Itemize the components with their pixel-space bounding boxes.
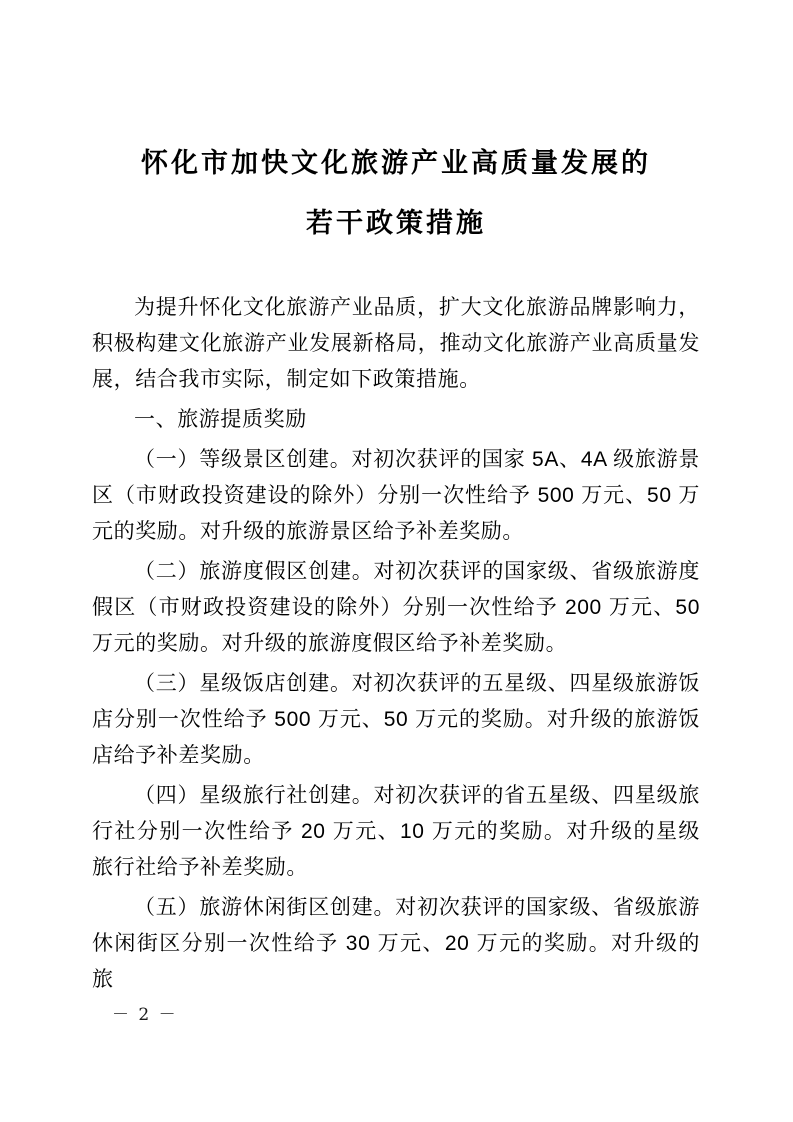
document-title-line-1: 怀化市加快文化旅游产业高质量发展的: [141, 148, 651, 178]
policy-item-5: （五）旅游休闲街区创建。对初次获评的国家级、省级旅游休闲街区分别一次性给予 30 万元、20 万元的奖励。对升级的旅: [92, 896, 700, 991]
policy-item-2: （二）旅游度假区创建。对初次获评的国家级、省级旅游度假区（市财政投资建设的除外）分别一次性给予 200 万元、50 万元的奖励。对升级的旅游度假区给予补差奖励。: [92, 560, 700, 655]
document-title: [92, 133, 700, 253]
document-body: [92, 290, 700, 998]
document-content: [92, 0, 700, 1002]
policy-item-1: （一）等级景区创建。对初次获评的国家 5A、4A 级旅游景区（市财政投资建设的除外）分别一次性给予 500 万元、50 万元的奖励。对升级的旅游景区给予补差奖励。: [92, 448, 700, 543]
page-number: － 2 －: [112, 1005, 178, 1025]
intro-paragraph: 为提升怀化文化旅游产业品质，扩大文化旅游品牌影响力，积极构建文化旅游产业发展新格局，推动文化旅游产业高质量发展，结合我市实际，制定如下政策措施。: [92, 296, 700, 391]
section-heading: 一、旅游提质奖励: [134, 408, 307, 431]
document-title-line-2: 若干政策措施: [306, 208, 486, 238]
policy-item-3: （三）星级饭店创建。对初次获评的五星级、四星级旅游饭店分别一次性给予 500 万元、50 万元的奖励。对升级的旅游饭店给予补差奖励。: [92, 672, 700, 767]
policy-item-4: （四）星级旅行社创建。对初次获评的省五星级、四星级旅行社分别一次性给予 20 万元、10 万元的奖励。对升级的星级旅行社给予补差奖励。: [92, 784, 700, 879]
